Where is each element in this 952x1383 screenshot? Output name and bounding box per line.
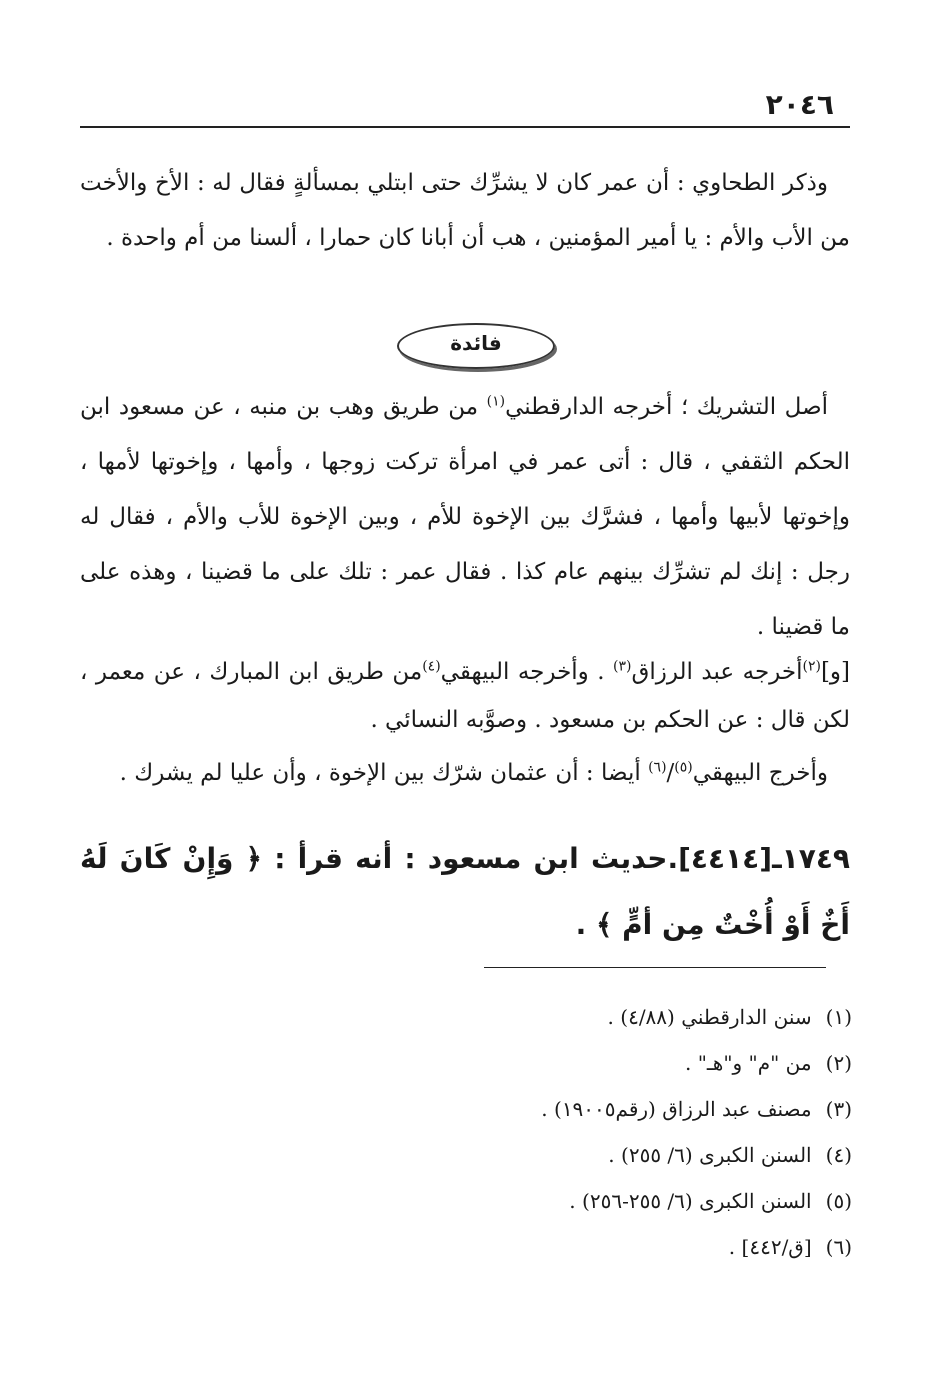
footnote-marker: (٦) <box>825 1235 852 1259</box>
footnote-ref-2: (٢) <box>802 658 821 675</box>
text-segment: وأخرج البيهقي <box>692 760 828 786</box>
text-segment: . وأخرجه البيهقي <box>440 659 614 685</box>
text-segment: أيضا : أن عثمان شرّك بين الإخوة ، وأن عليا لم يشرك . <box>119 760 649 786</box>
text-segment: أصل التشريك ؛ أخرجه الدارقطني <box>505 394 829 420</box>
footnote-text: من "م" و"هـ" . <box>685 1051 812 1075</box>
paragraph-bayhaqi <box>80 746 850 801</box>
page-break-slash: / <box>666 760 675 786</box>
faida-label: فائدة <box>450 331 502 355</box>
footnote-ref-6: (٦) <box>648 759 667 776</box>
footnote-item <box>152 1224 852 1270</box>
footnote-text: سنن الدارقطني (٤/٨٨) . <box>607 1005 812 1029</box>
footnote-ref-4: (٤) <box>422 658 441 675</box>
text-segment: أخرجه عبد الرزاق <box>631 659 803 685</box>
paragraph-tahawi <box>80 156 850 266</box>
footnote-separator <box>484 967 826 968</box>
footnote-text: [ق/٤٤٢] . <box>728 1235 812 1259</box>
footnote-item <box>152 1178 852 1224</box>
footnote-item <box>152 994 852 1040</box>
hadith-entry <box>80 826 850 958</box>
footnote-marker: (٣) <box>825 1097 852 1121</box>
footnote-item <box>152 1132 852 1178</box>
bracket-insert: [و] <box>820 659 851 685</box>
page-number: ٢٠٤٦ <box>765 88 834 121</box>
paragraph-text <box>80 746 850 801</box>
hadith-text: .حديث ابن مسعود : أنه قرأ : ﴿ وَإِنْ كَانَ لَهُ أَخٌ أَوْ أُخْتٌ مِن أمٍّ ﴾ . <box>80 842 850 941</box>
footnote-text: مصنف عبد الرزاق (رقم١٩٠٠٥) . <box>541 1097 812 1121</box>
paragraph-text <box>80 648 850 744</box>
footnote-item <box>152 1086 852 1132</box>
footnote-marker: (٤) <box>825 1143 852 1167</box>
text-segment: من طريق ابن المبارك ، عن معمر ، لكن قال : عن الحكم بن مسعود . وصوَّبه النسائي . <box>80 659 850 733</box>
footnote-text: السنن الكبرى (٦/ ٢٥٥-٢٥٦) . <box>569 1189 812 1213</box>
footnote-item <box>152 1040 852 1086</box>
footnote-marker: (٢) <box>825 1051 852 1075</box>
footnote-text: السنن الكبرى (٦/ ٢٥٥) . <box>608 1143 812 1167</box>
paragraph-text: وذكر الطحاوي : أن عمر كان لا يشرِّك حتى ابتلي بمسألةٍ فقال له : الأخ والأخت من الأب والأم : يا أمير المؤمنين ، هب أن أبانا كان حمارا ، ألسنا من أم واحدة . <box>80 170 850 251</box>
paragraph-tashrik <box>80 380 850 655</box>
footnote-ref-1: (١) <box>486 393 506 410</box>
faida-heading <box>0 323 952 369</box>
hadith-number: ١٧٤٩ـ[٤٤١٤] <box>678 842 850 875</box>
header-rule <box>80 126 850 128</box>
text-segment: من طريق وهب بن منبه ، عن مسعود ابن الحكم الثقفي ، قال : أتى عمر في امرأة تركت زوجها ، وأمها ، وإخوتها لأمها ، وإخوتها لأبيها وأمها ، فشرَّك بين الإخوة للأم ، وبين الإخوة للأب والأم ، فقال له رجل : إنك لم تشرِّك بينهم عام كذا . فقال عمر : تلك على ما قضينا ، وهذه على ما قضينا . <box>80 394 850 640</box>
footnote-marker: (١) <box>825 1005 852 1029</box>
footnote-marker: (٥) <box>825 1189 852 1213</box>
faida-oval-frame <box>397 323 555 369</box>
footnotes-list <box>152 994 852 1270</box>
footnote-ref-5: (٥) <box>674 759 693 776</box>
footnote-ref-3: (٣) <box>613 658 632 675</box>
paragraph-text <box>80 380 850 655</box>
paragraph-abdulrazzaq <box>80 648 850 744</box>
